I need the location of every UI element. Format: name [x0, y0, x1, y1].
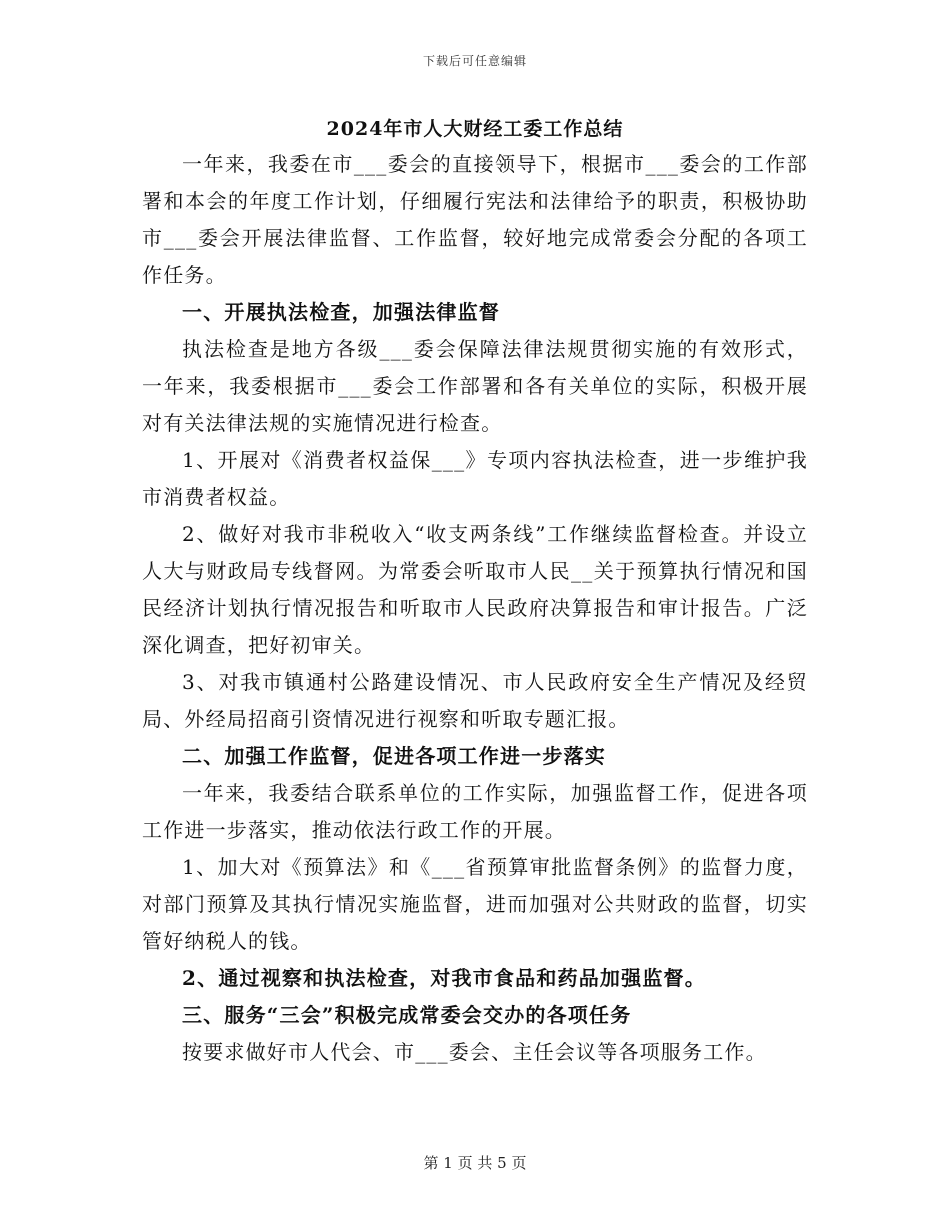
- paragraph-section1-item1: 1、开展对《消费者权益保___》专项内容执法检查，进一步维护我市消费者权益。: [142, 448, 808, 509]
- document-body: [142, 112, 808, 1071]
- section-heading-1: 一、开展执法检查，加强法律监督: [182, 300, 500, 324]
- page-number: 第 1 页 共 5 页: [423, 1154, 527, 1172]
- paragraph-section2-item1: 1、加大对《预算法》和《___省预算审批监督条例》的监督力度，对部门预算及其执行情况实施监督，进而加强对公共财政的监督，切实管好纳税人的钱。: [142, 855, 808, 953]
- paragraph-section1-intro: 执法检查是地方各级___委会保障法律法规贯彻实施的有效形式，一年来，我委根据市___委会工作部署和各有关单位的实际，积极开展对有关法律法规的实施情况进行检查。: [142, 337, 808, 435]
- document-title: 2024年市人大财经工委工作总结: [326, 118, 624, 140]
- paragraph-section3-intro: 按要求做好市人代会、市___委会、主任会议等各项服务工作。: [182, 1040, 767, 1064]
- paragraph-section1-item2: 2、做好对我市非税收入“收支两条线”工作继续监督检查。并设立人大与财政局专线督网。为常委会听取市人民__关于预算执行情况和国民经济计划执行情况报告和听取市人民政府决算报告和审计报告。广泛深化调查，把好初审关。: [142, 522, 808, 657]
- paragraph-section1-item3: 3、对我市镇通村公路建设情况、市人民政府安全生产情况及经贸局、外经局招商引资情况进行视察和听取专题汇报。: [142, 670, 808, 731]
- section-heading-3: 三、服务“三会”积极完成常委会交办的各项任务: [182, 1003, 632, 1027]
- page-header-note: 下载后可任意编辑: [422, 54, 527, 68]
- paragraph-intro: 一年来，我委在市___委会的直接领导下，根据市___委会的工作部署和本会的年度工作计划，仔细履行宪法和法律给予的职责，积极协助市___委会开展法律监督、工作监督，较好地完成常委会分配的各项工作任务。: [142, 152, 808, 287]
- section-heading-2: 二、加强工作监督，促进各项工作进一步落实: [182, 744, 606, 768]
- paragraph-section2-intro: 一年来，我委结合联系单位的工作实际，加强监督工作，促进各项工作进一步落实，推动依法行政工作的开展。: [142, 781, 808, 842]
- paragraph-section2-item2: 2、通过视察和执法检查，对我市食品和药品加强监督。: [182, 966, 706, 990]
